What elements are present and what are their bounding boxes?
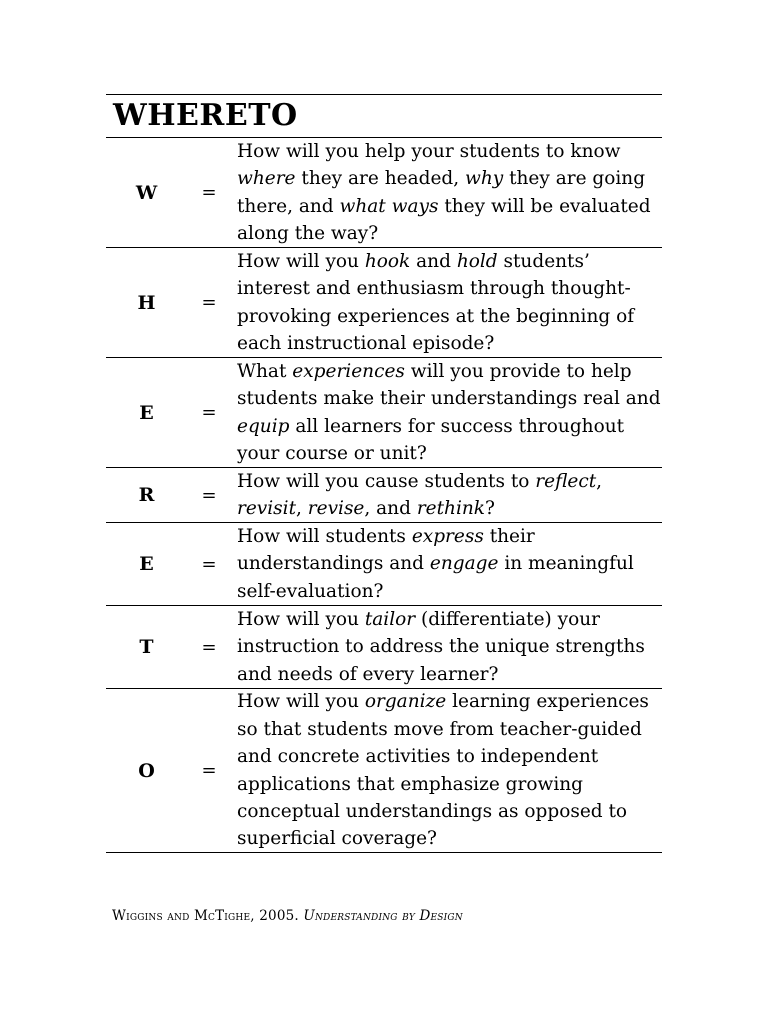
description-text: students’ interest and enthusiasm through thought-provoking experiences at the beginning of each instructional episode? bbox=[237, 250, 635, 354]
description-text: they will be evaluated along the way? bbox=[237, 195, 651, 244]
row-description bbox=[231, 358, 662, 468]
emphasized-text: rethink bbox=[416, 498, 486, 519]
row-letter: R bbox=[138, 484, 155, 506]
equals-sign: = bbox=[201, 760, 217, 781]
citation-work: Understanding by Design bbox=[303, 908, 463, 924]
row-description bbox=[231, 688, 662, 852]
whereto-table bbox=[106, 94, 662, 853]
table-row bbox=[106, 689, 662, 853]
description-text: they are headed, bbox=[295, 168, 465, 190]
equals-sign: = bbox=[201, 484, 217, 506]
emphasized-text: reflect bbox=[535, 470, 597, 492]
row-letter: E bbox=[139, 553, 154, 575]
emphasized-text: revisit bbox=[237, 498, 297, 519]
equals-sign: = bbox=[201, 182, 217, 203]
row-letter: W bbox=[135, 181, 158, 204]
emphasized-text: why bbox=[465, 168, 504, 190]
emphasized-text: experiences bbox=[292, 360, 405, 382]
description-text: (differentiate) your instruction to address the unique strengths and needs of every learner? bbox=[237, 608, 645, 685]
description-text: How will you cause students to bbox=[237, 470, 536, 492]
row-letter: O bbox=[138, 759, 155, 782]
emphasized-text: express bbox=[411, 525, 484, 547]
description-text: , bbox=[296, 498, 308, 519]
emphasized-text: where bbox=[237, 168, 296, 190]
description-text: their understandings and bbox=[237, 525, 535, 575]
table-row bbox=[106, 248, 662, 358]
citation bbox=[112, 908, 463, 924]
emphasized-text: revise bbox=[307, 498, 365, 519]
row-description bbox=[231, 523, 662, 605]
description-text: , and bbox=[364, 498, 417, 519]
row-description bbox=[231, 248, 662, 358]
row-description bbox=[231, 606, 662, 688]
description-text: How will you bbox=[237, 250, 365, 272]
title-row bbox=[106, 94, 662, 138]
emphasized-text: organize bbox=[364, 691, 447, 713]
table-row bbox=[106, 468, 662, 523]
description-text: What bbox=[237, 360, 293, 382]
row-description bbox=[231, 138, 662, 248]
emphasized-text: tailor bbox=[364, 608, 416, 630]
citation-authors: Wiggins and McTighe bbox=[112, 908, 251, 924]
table-row bbox=[106, 523, 662, 606]
description-text: all learners for success throughout your course or unit? bbox=[237, 415, 625, 464]
emphasized-text: hold bbox=[456, 250, 498, 272]
description-text: learning experiences so that students move from teacher-guided and concrete activities to independent applications that emphasize growing conceptual understandings as opposed to superficial coverage? bbox=[237, 691, 649, 850]
description-text: and bbox=[410, 250, 457, 272]
equals-sign: = bbox=[201, 636, 217, 658]
emphasized-text: engage bbox=[429, 553, 499, 575]
equals-sign: = bbox=[201, 553, 217, 575]
emphasized-text: equip bbox=[237, 415, 290, 437]
equals-sign: = bbox=[201, 402, 217, 423]
table-row bbox=[106, 138, 662, 248]
row-letter: T bbox=[139, 636, 154, 658]
description-text: How will students bbox=[237, 525, 412, 547]
citation-year: , 2005. bbox=[250, 908, 304, 924]
row-description bbox=[231, 468, 662, 523]
emphasized-text: hook bbox=[364, 250, 411, 272]
table-row bbox=[106, 358, 662, 468]
table-row bbox=[106, 606, 662, 689]
description-text: , bbox=[596, 470, 603, 492]
description-text: they are going there, and bbox=[237, 168, 646, 217]
description-text: in meaningful self-evaluation? bbox=[237, 553, 634, 602]
row-letter: E bbox=[139, 401, 154, 424]
description-text: will you provide to help students make their understandings real and bbox=[237, 360, 661, 410]
description-text: How will you bbox=[237, 608, 365, 630]
emphasized-text: what ways bbox=[339, 195, 439, 217]
row-letter: H bbox=[137, 291, 156, 314]
description-text: ? bbox=[485, 498, 495, 519]
description-text: How will you bbox=[237, 691, 365, 713]
table-body bbox=[106, 138, 662, 853]
table-title: WHERETO bbox=[113, 98, 298, 133]
description-text: How will you help your students to know bbox=[237, 140, 621, 162]
equals-sign: = bbox=[201, 292, 217, 313]
